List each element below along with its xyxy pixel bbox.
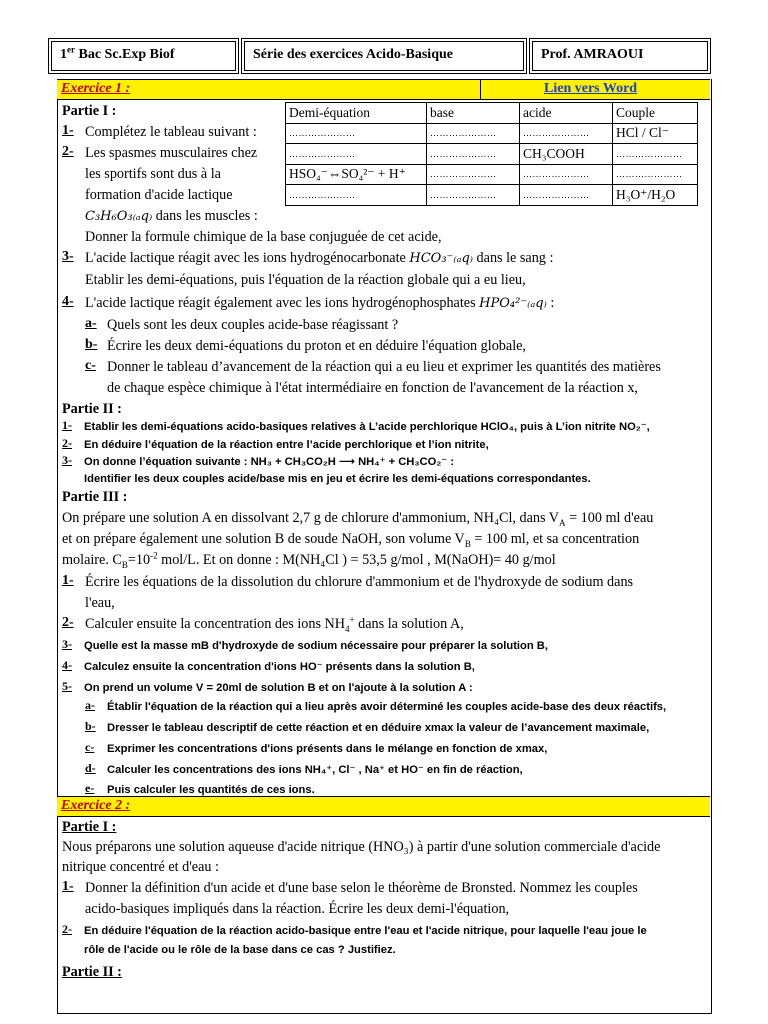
q1-number: 1- xyxy=(62,123,74,138)
p2-q3-number: 3- xyxy=(62,453,72,467)
ex2-p1-line1: Nous préparons une solution aqueuse d'acide nitrique (HNO₃) à partir d'une solution commerciale d'acide xyxy=(62,839,661,855)
table-cell: ………………… xyxy=(520,164,613,185)
p3-q5c-number: c- xyxy=(85,740,95,754)
p3-q5a-text: Établir l'équation de la réaction qui a lieu après avoir déterminé les couples acide-base des deux réactifs, xyxy=(107,701,667,713)
header-cell: base xyxy=(427,103,520,124)
p2-q1-text: Etablir les demi-équations acido-basiques relatives à L’acide perchlorique HClO₄, puis à L’ion nitrite NO₂⁻, xyxy=(84,421,650,433)
p3-q5d-number: d- xyxy=(85,761,96,775)
p2-q2-number: 2- xyxy=(62,436,72,450)
table-cell: HSO₄⁻⇔SO₄²⁻ + H⁺ xyxy=(286,164,427,185)
p3-q1-number: 1- xyxy=(62,573,74,588)
q3-line1: L'acide lactique réagit avec les ions hydrogénocarbonate HCO₃⁻₍ₐq₎ dans le sang : xyxy=(85,250,554,266)
p3-q5b-text: Dresser le tableau descriptif de cette réaction et en déduire xmax la valeur de l’avancement maximale, xyxy=(107,722,650,734)
q2-line4: C₃H₆O₃₍ₐq₎ dans les muscles : xyxy=(85,208,258,224)
table-cell: ………………… xyxy=(427,185,520,206)
p3-q5c-text: Exprimer les concentrations d'ions présents dans le mélange en fonction de xmax, xyxy=(107,743,548,755)
p3-q1-line1: Écrire les équations de la dissolution du chlorure d'ammonium et de l'hydroxyde de sodium dans xyxy=(85,574,634,590)
p3-q5b-number: b- xyxy=(85,719,96,733)
p3-line3: molaire. $C_B=10^{-2}$ mol/L. Et on donne : M(NH₄Cl ) = 53,5 g/mol , M(NaOH)= 40 g/mol xyxy=(62,550,556,570)
table-cell: CH₃COOH xyxy=(520,144,613,165)
q4a-text: Quels sont les deux couples acide-base réagissant ? xyxy=(107,317,399,333)
table-cell: ………………… xyxy=(286,123,427,144)
p3-line2: et on prépare également une solution B de soude NaOH, son volume $V_B = 100$ ml, et sa concentration xyxy=(62,531,640,549)
q4b-number: b- xyxy=(85,337,98,352)
p3-q5-text: On prend un volume V = 20ml de solution B et on l'ajoute à la solution A : xyxy=(84,682,473,694)
ex2-q2-line1: En déduire l'équation de la réaction acido-basique entre l'eau et l'acide nitrique, pour laquelle l'eau joue le xyxy=(84,925,647,937)
table-cell: ………………… xyxy=(427,123,520,144)
p3-q2-number: 2- xyxy=(62,615,74,630)
p3-q4-number: 4- xyxy=(62,658,72,672)
table-cell: ………………… xyxy=(613,144,698,165)
exercise2-title: Exercice 2 : xyxy=(61,798,131,813)
table-cell: ………………… xyxy=(520,123,613,144)
class-label: 1er Bac Sc.Exp Biof xyxy=(48,38,239,74)
ex2-q1-line1: Donner la définition d'un acide et d'une base selon le théorème de Bronsted. Nommez les couples xyxy=(85,880,638,896)
partie3-title: Partie III : xyxy=(62,489,128,505)
ex2-q1-line2: acido-basiques impliqués dans la réaction. Écrire les deux demi-l'équation, xyxy=(85,901,510,917)
table-cell: ………………… xyxy=(286,185,427,206)
p2-q3-text: On donne l’équation suivante : NH₃ + CH₃CO₂H ⟶ NH₄⁺ + CH₃CO₂⁻ : xyxy=(84,456,455,468)
p3-q5e-number: e- xyxy=(85,781,95,795)
table-cell: H₃O⁺/H₂O xyxy=(613,185,698,206)
q4a-number: a- xyxy=(85,316,97,331)
q4-line1: L'acide lactique réagit également avec les ions hydrogénophosphates HPO₄²⁻₍ₐq₎ : xyxy=(85,295,555,311)
p3-q5-number: 5- xyxy=(62,679,72,693)
q4-number: 4- xyxy=(62,294,74,309)
partie1-title: Partie I : xyxy=(62,103,117,119)
q4b-text: Écrire les deux demi-équations du proton et en déduire l'équation globale, xyxy=(107,338,526,354)
p3-q1-line2: l'eau, xyxy=(85,595,115,611)
exercise2-bar xyxy=(57,796,710,817)
p3-q3-number: 3- xyxy=(62,637,72,651)
q2-number: 2- xyxy=(62,144,74,159)
q3-number: 3- xyxy=(62,249,74,264)
acid-base-table xyxy=(285,102,698,206)
teacher-name: Prof. AMRAOUI xyxy=(529,38,711,74)
p3-q4-text: Calculez ensuite la concentration d'ions HO⁻ présents dans la solution B, xyxy=(84,661,475,673)
ex2-partie1-title: Partie I : xyxy=(62,819,117,835)
table-cell: ………………… xyxy=(613,164,698,185)
ex2-p1-line2: nitrique concentré et d'eau : xyxy=(62,859,219,875)
header xyxy=(48,38,711,74)
table-cell: ………………… xyxy=(427,144,520,165)
q3-line2: Etablir les demi-équations, puis l'équation de la réaction globale qui a eu lieu, xyxy=(85,272,526,288)
table-cell: ………………… xyxy=(520,185,613,206)
q2-line2: les sportifs sont dus à la xyxy=(85,166,221,182)
exercise1-bar xyxy=(57,79,710,100)
p2-q1-number: 1- xyxy=(62,418,72,432)
table-cell: ………………… xyxy=(286,144,427,165)
p3-q2-text: Calculer ensuite la concentration des ions $NH_4^+$ dans la solution A, xyxy=(85,614,464,634)
ex2-q2-line2: rôle de l'acide ou le rôle de la base dans ce cas ? Justifiez. xyxy=(84,944,396,956)
series-title: Série des exercices Acido-Basique xyxy=(241,38,527,74)
header-cell: Couple xyxy=(613,103,698,124)
exercise1-title: Exercice 1 : xyxy=(61,81,131,96)
table-cell: HCl / Cl⁻ xyxy=(613,123,698,144)
p3-q3-text: Quelle est la masse mB d'hydroxyde de sodium nécessaire pour préparer la solution B, xyxy=(84,640,548,652)
p3-q5a-number: a- xyxy=(85,698,95,712)
q1-text: Complétez le tableau suivant : xyxy=(85,124,257,140)
q2-line1: Les spasmes musculaires chez xyxy=(85,145,258,161)
q2-line5: Donner la formule chimique de la base conjuguée de cet acide, xyxy=(85,229,442,245)
ex2-partie2-title: Partie II : xyxy=(62,964,122,980)
header-cell: Demi-équation xyxy=(286,103,427,124)
q4c-line2: de chaque espèce chimique à l'état intermédiaire en fonction de l'avancement de la réaction x, xyxy=(107,380,638,396)
ex2-q1-number: 1- xyxy=(62,879,74,894)
partie2-title: Partie II : xyxy=(62,401,122,417)
p3-q5d-text: Calculer les concentrations des ions NH₄⁺, Cl⁻ , Na⁺ et HO⁻ en fin de réaction, xyxy=(107,764,523,776)
p2-q3-line2: Identifier les deux couples acide/base mis en jeu et écrire les demi-équations correspondantes. xyxy=(84,473,591,485)
table-cell: ………………… xyxy=(427,164,520,185)
q4c-number: c- xyxy=(85,358,96,373)
word-link[interactable]: Lien vers Word xyxy=(544,81,638,96)
q4c-line1: Donner le tableau d’avancement de la réaction qui a eu lieu et exprimer les quantités des matières xyxy=(107,359,661,375)
p3-q5e-text: Puis calculer les quantités de ces ions. xyxy=(107,784,315,796)
ex2-q2-number: 2- xyxy=(62,922,72,936)
p3-line1: On prépare une solution A en dissolvant 2,7 g de chlorure d'ammonium, NH₄Cl, dans $V_A = 100$ ml d'eau xyxy=(62,510,654,528)
p2-q2-text: En déduire l’équation de la réaction entre l’acide perchlorique et l’ion nitrite, xyxy=(84,439,489,451)
q2-line3: formation d'acide lactique xyxy=(85,187,233,203)
header-cell: acide xyxy=(520,103,613,124)
